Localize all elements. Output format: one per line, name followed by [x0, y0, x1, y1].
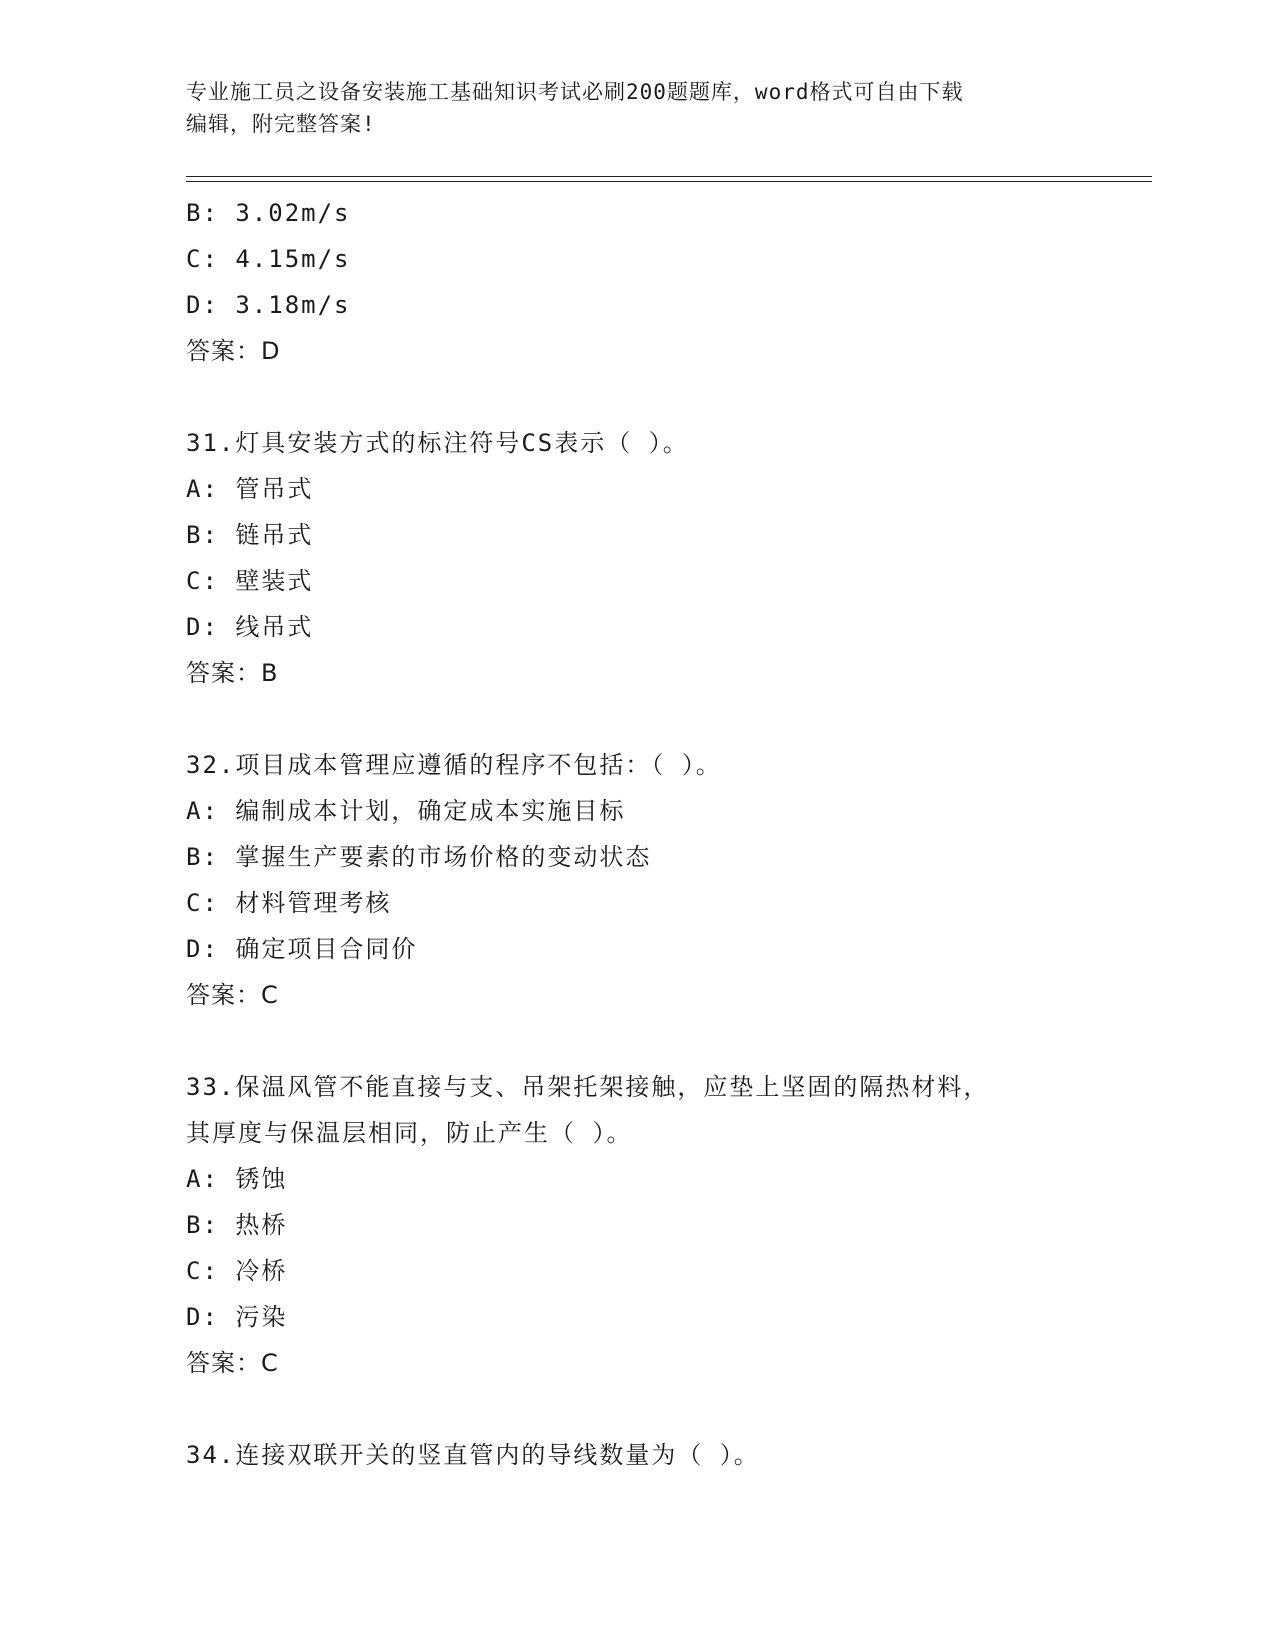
header-title-line-2: 编辑，附完整答案! [186, 112, 376, 136]
option-b: B: 热桥 [186, 1211, 288, 1239]
question-list [186, 190, 1152, 1478]
spacer [186, 1018, 1152, 1064]
question-stem: 31.灯具安装方式的标注符号CS表示（ ）。 [186, 429, 689, 457]
spacer [186, 1386, 1152, 1432]
option-a: A: 管吊式 [186, 475, 314, 503]
document-header [186, 76, 1086, 140]
answer-line: 答案：C [186, 981, 279, 1009]
option-d: D: 3.18m/s [186, 291, 351, 319]
spacer [186, 374, 1152, 420]
option-c: C: 4.15m/s [186, 245, 351, 273]
header-title-line-1: 专业施工员之设备安装施工基础知识考试必刷200题题库，word格式可自由下载 [186, 80, 964, 104]
option-b: B: 链吊式 [186, 521, 314, 549]
option-a: A: 编制成本计划，确定成本实施目标 [186, 797, 626, 825]
header-divider-top [186, 176, 1152, 177]
option-d: D: 线吊式 [186, 613, 314, 641]
answer-line: 答案：D [186, 337, 281, 365]
option-c: C: 冷桥 [186, 1257, 288, 1285]
question-stem: 32.项目成本管理应遵循的程序不包括：（ ）。 [186, 751, 722, 779]
option-c: C: 壁装式 [186, 567, 314, 595]
question-stem: 34.连接双联开关的竖直管内的导线数量为（ ）。 [186, 1441, 760, 1469]
option-b: B: 掌握生产要素的市场价格的变动状态 [186, 843, 652, 871]
option-d: D: 污染 [186, 1303, 288, 1331]
question-stem: 33.保温风管不能直接与支、吊架托架接触，应垫上坚固的隔热材料， [186, 1073, 990, 1101]
question-stem-continued: 其厚度与保温层相同，防止产生（ ）。 [186, 1119, 633, 1147]
answer-line: 答案：C [186, 1349, 279, 1377]
option-a: A: 锈蚀 [186, 1165, 288, 1193]
option-c: C: 材料管理考核 [186, 889, 392, 917]
option-d: D: 确定项目合同价 [186, 935, 418, 963]
answer-line: 答案：B [186, 659, 279, 687]
spacer [186, 696, 1152, 742]
header-divider-bottom [186, 181, 1152, 182]
option-b: B: 3.02m/s [186, 199, 351, 227]
